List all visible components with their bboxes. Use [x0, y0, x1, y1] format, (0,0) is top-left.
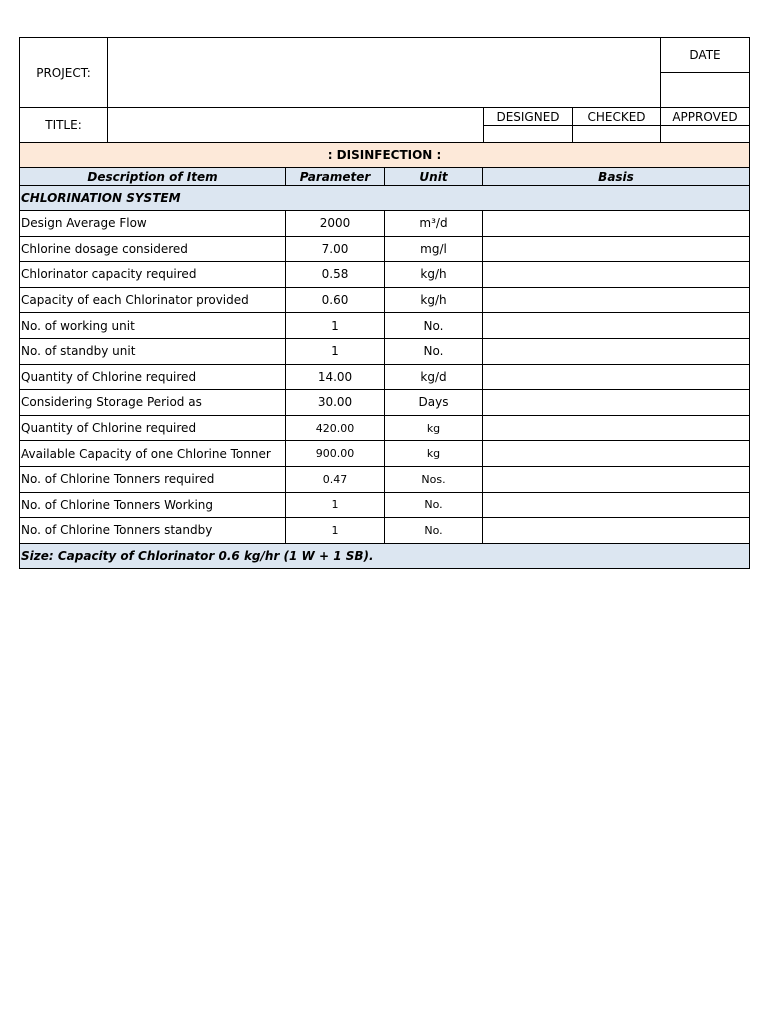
- row-description: No. of Chlorine Tonners Working: [20, 492, 286, 518]
- row-description: Quantity of Chlorine required: [20, 415, 286, 441]
- row-parameter: 0.60: [286, 287, 385, 313]
- table-row: [20, 466, 750, 492]
- row-unit: kg: [385, 415, 483, 441]
- table-row: [20, 441, 750, 467]
- row-parameter: 0.47: [286, 466, 385, 492]
- row-basis[interactable]: [483, 262, 750, 288]
- row-basis[interactable]: [483, 236, 750, 262]
- row-description: Available Capacity of one Chlorine Tonner: [20, 441, 286, 467]
- row-basis[interactable]: [483, 390, 750, 416]
- table-row: [20, 287, 750, 313]
- header-table: [19, 37, 750, 143]
- row-description: Design Average Flow: [20, 211, 286, 237]
- table-row: [20, 338, 750, 364]
- row-description: Quantity of Chlorine required: [20, 364, 286, 390]
- row-unit: kg: [385, 441, 483, 467]
- row-parameter: 14.00: [286, 364, 385, 390]
- row-unit: mg/l: [385, 236, 483, 262]
- size-summary: Size: Capacity of Chlorinator 0.6 kg/hr (1 W + 1 SB).: [20, 543, 750, 568]
- subsection-title: CHLORINATION SYSTEM: [20, 186, 750, 211]
- col-basis: Basis: [483, 168, 750, 186]
- row-basis[interactable]: [483, 415, 750, 441]
- row-description: No. of standby unit: [20, 338, 286, 364]
- row-parameter: 1: [286, 518, 385, 544]
- table-row: [20, 236, 750, 262]
- approved-value[interactable]: [661, 126, 750, 143]
- checked-value[interactable]: [573, 126, 661, 143]
- table-row: [20, 364, 750, 390]
- row-description: No. of working unit: [20, 313, 286, 339]
- row-unit: kg/h: [385, 287, 483, 313]
- disinfection-table: [19, 142, 750, 569]
- table-row: [20, 492, 750, 518]
- table-row: [20, 415, 750, 441]
- row-parameter: 1: [286, 313, 385, 339]
- section-title: : DISINFECTION :: [20, 143, 750, 168]
- table-row: [20, 390, 750, 416]
- row-parameter: 7.00: [286, 236, 385, 262]
- row-unit: kg/d: [385, 364, 483, 390]
- row-parameter: 2000: [286, 211, 385, 237]
- title-value[interactable]: [108, 108, 484, 143]
- approved-label: APPROVED: [661, 108, 750, 126]
- design-sheet: [19, 37, 749, 569]
- data-rows: [20, 211, 750, 544]
- row-basis[interactable]: [483, 466, 750, 492]
- row-unit: No.: [385, 518, 483, 544]
- row-description: Chlorine dosage considered: [20, 236, 286, 262]
- row-basis[interactable]: [483, 518, 750, 544]
- row-description: Considering Storage Period as: [20, 390, 286, 416]
- row-parameter: 30.00: [286, 390, 385, 416]
- row-unit: m³/d: [385, 211, 483, 237]
- row-basis[interactable]: [483, 441, 750, 467]
- title-label: TITLE:: [20, 108, 108, 143]
- col-parameter: Parameter: [286, 168, 385, 186]
- designed-label: DESIGNED: [484, 108, 573, 126]
- row-description: No. of Chlorine Tonners required: [20, 466, 286, 492]
- row-parameter: 1: [286, 338, 385, 364]
- row-parameter: 420.00: [286, 415, 385, 441]
- row-basis[interactable]: [483, 492, 750, 518]
- row-description: Chlorinator capacity required: [20, 262, 286, 288]
- row-basis[interactable]: [483, 211, 750, 237]
- row-basis[interactable]: [483, 287, 750, 313]
- table-row: [20, 518, 750, 544]
- table-row: [20, 313, 750, 339]
- row-unit: No.: [385, 338, 483, 364]
- row-unit: kg/h: [385, 262, 483, 288]
- col-unit: Unit: [385, 168, 483, 186]
- designed-value[interactable]: [484, 126, 573, 143]
- date-label: DATE: [661, 38, 750, 73]
- row-unit: No.: [385, 492, 483, 518]
- row-parameter: 0.58: [286, 262, 385, 288]
- row-parameter: 900.00: [286, 441, 385, 467]
- checked-label: CHECKED: [573, 108, 661, 126]
- row-parameter: 1: [286, 492, 385, 518]
- row-unit: No.: [385, 313, 483, 339]
- project-value[interactable]: [108, 38, 661, 108]
- col-description: Description of Item: [20, 168, 286, 186]
- row-unit: Nos.: [385, 466, 483, 492]
- row-basis[interactable]: [483, 338, 750, 364]
- date-value[interactable]: [661, 73, 750, 108]
- project-label: PROJECT:: [20, 38, 108, 108]
- row-description: Capacity of each Chlorinator provided: [20, 287, 286, 313]
- row-description: No. of Chlorine Tonners standby: [20, 518, 286, 544]
- table-row: [20, 211, 750, 237]
- row-basis[interactable]: [483, 364, 750, 390]
- table-row: [20, 262, 750, 288]
- row-unit: Days: [385, 390, 483, 416]
- row-basis[interactable]: [483, 313, 750, 339]
